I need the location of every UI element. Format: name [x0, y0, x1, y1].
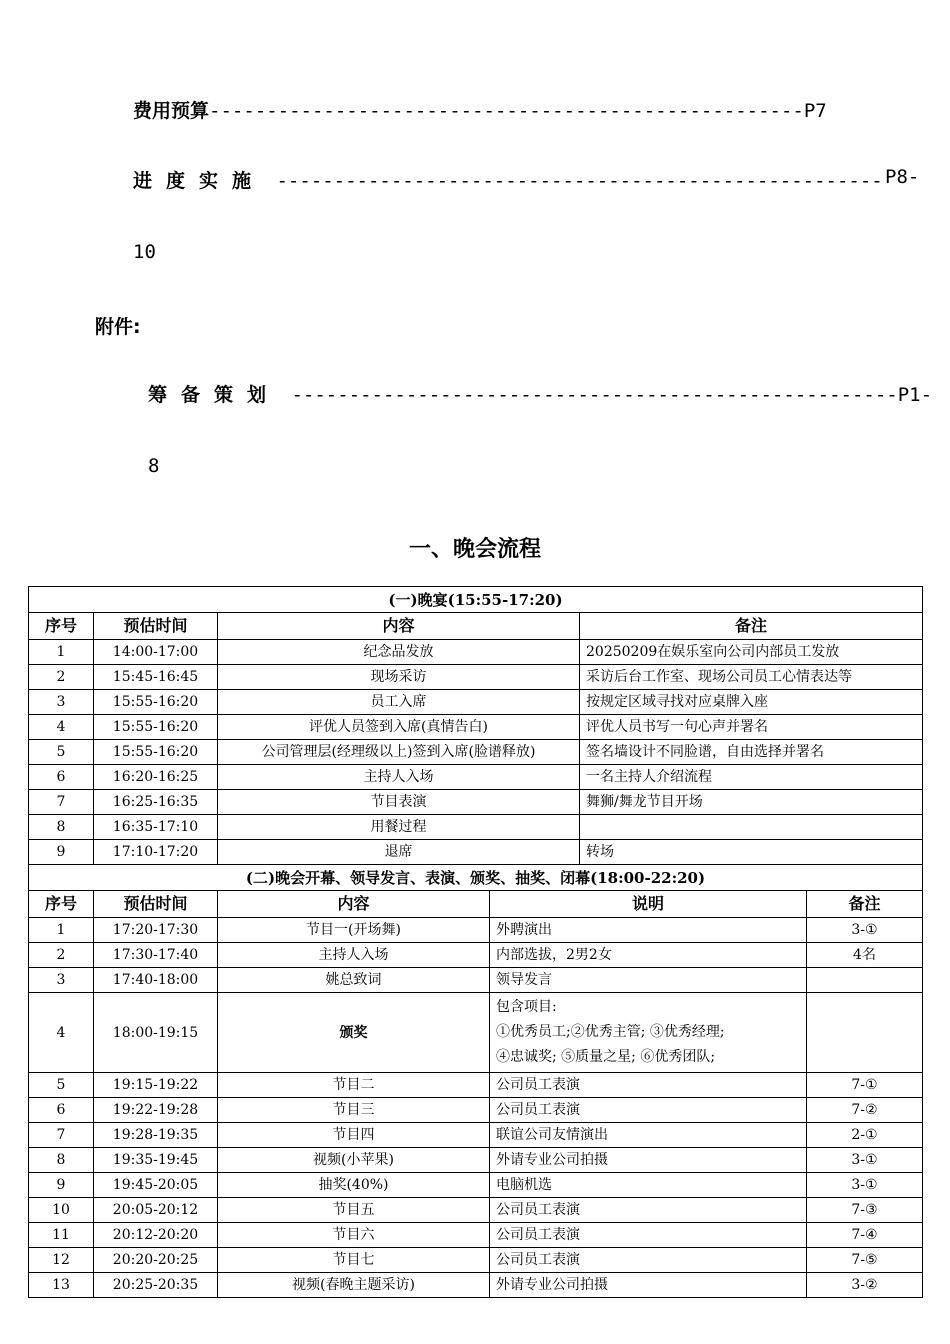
column-header: 备注	[580, 613, 923, 640]
cell-content: 抽奖(40%)	[218, 1173, 490, 1198]
toc-item-planning	[148, 380, 932, 407]
cell-time: 16:35-17:10	[94, 815, 218, 840]
toc-dash-leader: ----------------------------------------------------	[209, 100, 804, 122]
cell-time: 19:28-19:35	[94, 1123, 218, 1148]
table-row	[29, 1248, 923, 1273]
cell-content: 颁奖	[218, 993, 490, 1073]
toc-dash-leader: -----------------------------------------------------	[291, 384, 898, 406]
table-row	[29, 815, 923, 840]
cell-note: 3-①	[807, 1148, 923, 1173]
table-row	[29, 665, 923, 690]
table-row	[29, 1223, 923, 1248]
cell-content: 退席	[218, 840, 580, 865]
cell-note: 按规定区域寻找对应桌牌入座	[580, 690, 923, 715]
cell-note: 2-①	[807, 1123, 923, 1148]
cell-description	[490, 993, 807, 1073]
cell-index: 7	[29, 790, 94, 815]
award-items-line: ④忠诚奖; ⑤质量之星; ⑥优秀团队;	[496, 1049, 716, 1065]
cell-content: 评优人员签到入席(真情告白)	[218, 715, 580, 740]
cell-time: 20:12-20:20	[94, 1223, 218, 1248]
table-title: (一)晚宴(15:55-17:20)	[29, 587, 923, 613]
cell-description: 外请专业公司拍摄	[490, 1273, 807, 1298]
cell-note: 一名主持人介绍流程	[580, 765, 923, 790]
table-row	[29, 715, 923, 740]
column-header: 预估时间	[94, 613, 218, 640]
cell-index: 5	[29, 740, 94, 765]
cell-time: 15:55-16:20	[94, 740, 218, 765]
cell-content: 节目二	[218, 1073, 490, 1098]
cell-note: 7-③	[807, 1198, 923, 1223]
cell-index: 1	[29, 918, 94, 943]
cell-description: 外聘演出	[490, 918, 807, 943]
cell-content: 节目五	[218, 1198, 490, 1223]
section-title: 一、晚会流程	[408, 537, 541, 562]
cell-content: 纪念品发放	[218, 640, 580, 665]
cell-index: 2	[29, 943, 94, 968]
cell-description: 公司员工表演	[490, 1248, 807, 1273]
cell-description: 公司员工表演	[490, 1198, 807, 1223]
cell-time: 18:00-19:15	[94, 993, 218, 1073]
cell-index: 12	[29, 1248, 94, 1273]
cell-content: 主持人入场	[218, 765, 580, 790]
cell-note: 7-⑤	[807, 1248, 923, 1273]
cell-time: 17:30-17:40	[94, 943, 218, 968]
cell-note	[807, 968, 923, 993]
cell-index: 8	[29, 1148, 94, 1173]
column-header: 序号	[29, 891, 94, 918]
table-row	[29, 943, 923, 968]
column-header: 备注	[807, 891, 923, 918]
toc-item-label: 进度实施	[133, 170, 266, 192]
cell-description: 电脑机选	[490, 1173, 807, 1198]
toc-page-number-continued: 10	[133, 241, 156, 263]
cell-index: 9	[29, 1173, 94, 1198]
cell-content: 现场采访	[218, 665, 580, 690]
table-row	[29, 1198, 923, 1223]
cell-note: 3-①	[807, 918, 923, 943]
cell-time: 19:35-19:45	[94, 1148, 218, 1173]
cell-time: 17:40-18:00	[94, 968, 218, 993]
toc-dash-leader: -----------------------------------------------------	[276, 170, 883, 192]
cell-index: 11	[29, 1223, 94, 1248]
cell-note: 3-①	[807, 1173, 923, 1198]
cell-time: 14:00-17:00	[94, 640, 218, 665]
cell-index: 4	[29, 993, 94, 1073]
award-intro: 包含项目:	[496, 999, 557, 1015]
cell-note: 7-④	[807, 1223, 923, 1248]
cell-description: 公司员工表演	[490, 1073, 807, 1098]
table-row	[29, 1123, 923, 1148]
cell-content: 节目一(开场舞)	[218, 918, 490, 943]
cell-time: 15:55-16:20	[94, 715, 218, 740]
cell-index: 6	[29, 1098, 94, 1123]
cell-index: 13	[29, 1273, 94, 1298]
cell-description: 领导发言	[490, 968, 807, 993]
table-title: (二)晚会开幕、领导发言、表演、颁奖、抽奖、闭幕(18:00-22:20)	[29, 865, 923, 891]
cell-time: 15:45-16:45	[94, 665, 218, 690]
table-header-row	[29, 613, 923, 640]
cell-time: 16:25-16:35	[94, 790, 218, 815]
cell-note	[580, 815, 923, 840]
cell-content: 节目表演	[218, 790, 580, 815]
banquet-schedule-table	[28, 586, 923, 865]
cell-content: 视频(春晚主题采访)	[218, 1273, 490, 1298]
toc-item-label: 费用预算	[133, 100, 210, 122]
cell-note: 7-①	[807, 1073, 923, 1098]
cell-time: 15:55-16:20	[94, 690, 218, 715]
cell-content: 节目六	[218, 1223, 490, 1248]
cell-index: 8	[29, 815, 94, 840]
toc-page-number: P7	[803, 100, 827, 122]
cell-note: 舞狮/舞龙节目开场	[580, 790, 923, 815]
table-row	[29, 918, 923, 943]
column-header: 内容	[218, 891, 490, 918]
table-row	[29, 1098, 923, 1123]
table-row	[29, 690, 923, 715]
toc-item-progress	[133, 166, 883, 193]
cell-time: 17:10-17:20	[94, 840, 218, 865]
cell-content: 节目三	[218, 1098, 490, 1123]
award-items-line: ①优秀员工;②优秀主管; ③优秀经理;	[496, 1024, 725, 1040]
table-row	[29, 790, 923, 815]
cell-note: 7-②	[807, 1098, 923, 1123]
cell-time: 19:15-19:22	[94, 1073, 218, 1098]
cell-index: 2	[29, 665, 94, 690]
cell-note: 3-②	[807, 1273, 923, 1298]
cell-note: 20250209在娱乐室向公司内部员工发放	[580, 640, 923, 665]
toc-item-label: 筹备策划	[148, 384, 281, 406]
cell-index: 7	[29, 1123, 94, 1148]
cell-index: 1	[29, 640, 94, 665]
table-header-row	[29, 891, 923, 918]
table-row	[29, 1273, 923, 1298]
cell-description: 外请专业公司拍摄	[490, 1148, 807, 1173]
cell-index: 10	[29, 1198, 94, 1223]
cell-content: 主持人入场	[218, 943, 490, 968]
cell-time: 16:20-16:25	[94, 765, 218, 790]
column-header: 序号	[29, 613, 94, 640]
table-row	[29, 1173, 923, 1198]
cell-time: 19:22-19:28	[94, 1098, 218, 1123]
cell-note: 转场	[580, 840, 923, 865]
toc-page-number-continued: 8	[148, 455, 160, 477]
cell-index: 9	[29, 840, 94, 865]
cell-note: 采访后台工作室、现场公司员工心情表达等	[580, 665, 923, 690]
cell-content: 员工入席	[218, 690, 580, 715]
cell-content: 用餐过程	[218, 815, 580, 840]
table-row	[29, 1073, 923, 1098]
toc-page-number: P1-	[897, 384, 933, 406]
cell-content: 节目四	[218, 1123, 490, 1148]
column-header: 说明	[490, 891, 807, 918]
cell-time: 20:20-20:25	[94, 1248, 218, 1273]
cell-description: 公司员工表演	[490, 1223, 807, 1248]
cell-content: 视频(小苹果)	[218, 1148, 490, 1173]
column-header: 内容	[218, 613, 580, 640]
cell-time: 17:20-17:30	[94, 918, 218, 943]
table-row	[29, 740, 923, 765]
toc-item-budget	[133, 96, 827, 123]
cell-time: 19:45-20:05	[94, 1173, 218, 1198]
cell-description: 联谊公司友情演出	[490, 1123, 807, 1148]
table-row	[29, 1148, 923, 1173]
cell-index: 3	[29, 690, 94, 715]
cell-note	[807, 993, 923, 1073]
cell-index: 4	[29, 715, 94, 740]
cell-time: 20:05-20:12	[94, 1198, 218, 1223]
table-row	[29, 640, 923, 665]
cell-note: 签名墙设计不同脸谱，自由选择并署名	[580, 740, 923, 765]
cell-content: 公司管理层(经理级以上)签到入席(脸谱释放)	[218, 740, 580, 765]
table-row	[29, 968, 923, 993]
cell-time: 20:25-20:35	[94, 1273, 218, 1298]
appendix-heading: 附件:	[95, 316, 141, 338]
cell-content: 节目七	[218, 1248, 490, 1273]
toc-page-number: P8-	[885, 166, 920, 188]
column-header: 预估时间	[94, 891, 218, 918]
table-row	[29, 765, 923, 790]
cell-note: 评优人员书写一句心声并署名	[580, 715, 923, 740]
cell-content: 姚总致词	[218, 968, 490, 993]
cell-note: 4名	[807, 943, 923, 968]
cell-description: 内部选拔，2男2女	[490, 943, 807, 968]
cell-index: 6	[29, 765, 94, 790]
cell-index: 3	[29, 968, 94, 993]
cell-description: 公司员工表演	[490, 1098, 807, 1123]
cell-index: 5	[29, 1073, 94, 1098]
table-row	[29, 840, 923, 865]
gala-schedule-table	[28, 864, 923, 1298]
table-row-awards	[29, 993, 923, 1073]
